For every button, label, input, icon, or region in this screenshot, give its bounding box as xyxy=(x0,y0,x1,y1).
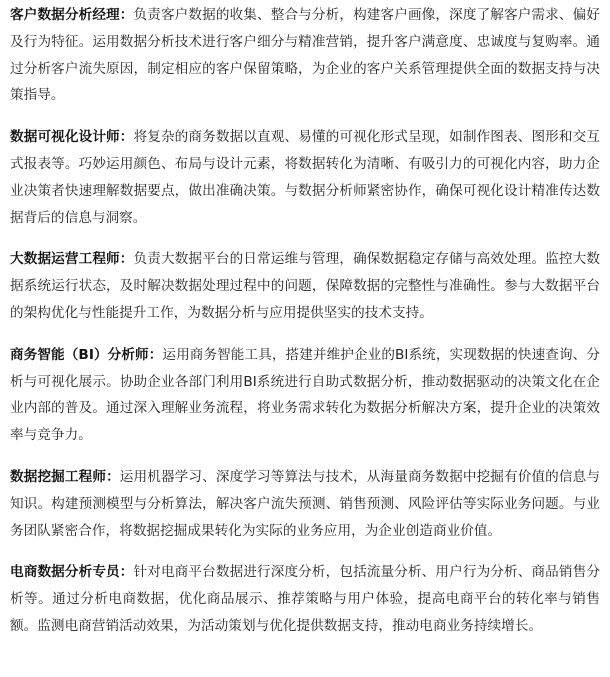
role-description: 负责客户数据的收集、整合与分析，构建客户画像，深度了解客户需求、偏好及行为特征。运用数据分析技术进行客户细分与精准营销，提升客户满意度、忠诚度与复购率。通过分析客户流失原因，制定相应的客户保留策略，为企业的客户关系管理提供全面的数据支持与决策指导。 xyxy=(10,7,600,104)
role-description: 负责大数据平台的日常运维与管理，确保数据稳定存储与高效处理。监控大数据系统运行状态，及时解决数据处理过程中的问题，保障数据的完整性与准确性。参与大数据平台的架构优化与性能提升工作，为数据分析与应用提供坚实的技术支持。 xyxy=(10,251,600,321)
role-title: 电商数据分析专员 xyxy=(10,564,120,581)
role-paragraph-big-data-operations-engineer xyxy=(10,246,600,326)
role-paragraph-data-visualization-designer xyxy=(10,124,600,231)
role-title: 客户数据分析经理 xyxy=(10,7,120,23)
role-title: 大数据运营工程师 xyxy=(10,251,120,268)
role-description: 运用机器学习、深度学习等算法与技术，从海量商务数据中挖掘有价值的信息与知识。构建预测模型与分析算法，解决客户流失预测、销售预测、风险评估等实际业务问题。与业务团队紧密合作，将数据挖掘成果转化为实际的业务应用，为企业创造商业价值。 xyxy=(10,468,600,539)
role-description: 将复杂的商务数据以直观、易懂的可视化形式呈现，如制作图表、图形和交互式报表等。巧妙运用颜色、布局与设计元素，将数据转化为清晰、有吸引力的可视化内容，助力企业决策者快速理解数据要点，做出准确决策。与数据分析师紧密协作，确保可视化设计精准传达数据背后的信息与洞察。 xyxy=(10,129,600,226)
role-title: 数据可视化设计师 xyxy=(10,129,120,146)
role-title: 数据挖掘工程师 xyxy=(10,468,107,485)
role-paragraph-data-mining-engineer xyxy=(10,464,600,544)
role-separator: ： xyxy=(119,129,134,146)
role-paragraph-ecommerce-data-analyst xyxy=(10,559,600,639)
role-title: 商务智能（BI）分析师 xyxy=(10,346,149,363)
role-separator: ： xyxy=(119,7,134,23)
role-separator: ： xyxy=(106,468,120,485)
role-separator: ： xyxy=(148,346,163,363)
role-separator: ： xyxy=(119,564,134,581)
role-paragraph-customer-data-analysis-manager xyxy=(10,2,600,109)
role-separator: ： xyxy=(119,251,134,268)
role-description: 运用商务智能工具，搭建并维护企业的BI系统，实现数据的快速查询、分析与可视化展示。协助企业各部门利用BI系统进行自助式数据分析，推动数据驱动的决策文化在企业内部的普及。通过深入理解业务流程，将业务需求转化为数据分析解决方案，提升企业的决策效率与竞争力。 xyxy=(10,346,600,444)
role-description: 针对电商平台数据进行深度分析，包括流量分析、用户行为分析、商品销售分析等。通过分析电商数据，优化商品展示、推荐策略与用户体验，提高电商平台的转化率与销售额。监测电商营销活动效果，为活动策划与优化提供数据支持，推动电商业务持续增长。 xyxy=(10,564,600,634)
role-paragraph-bi-analyst xyxy=(10,342,600,449)
